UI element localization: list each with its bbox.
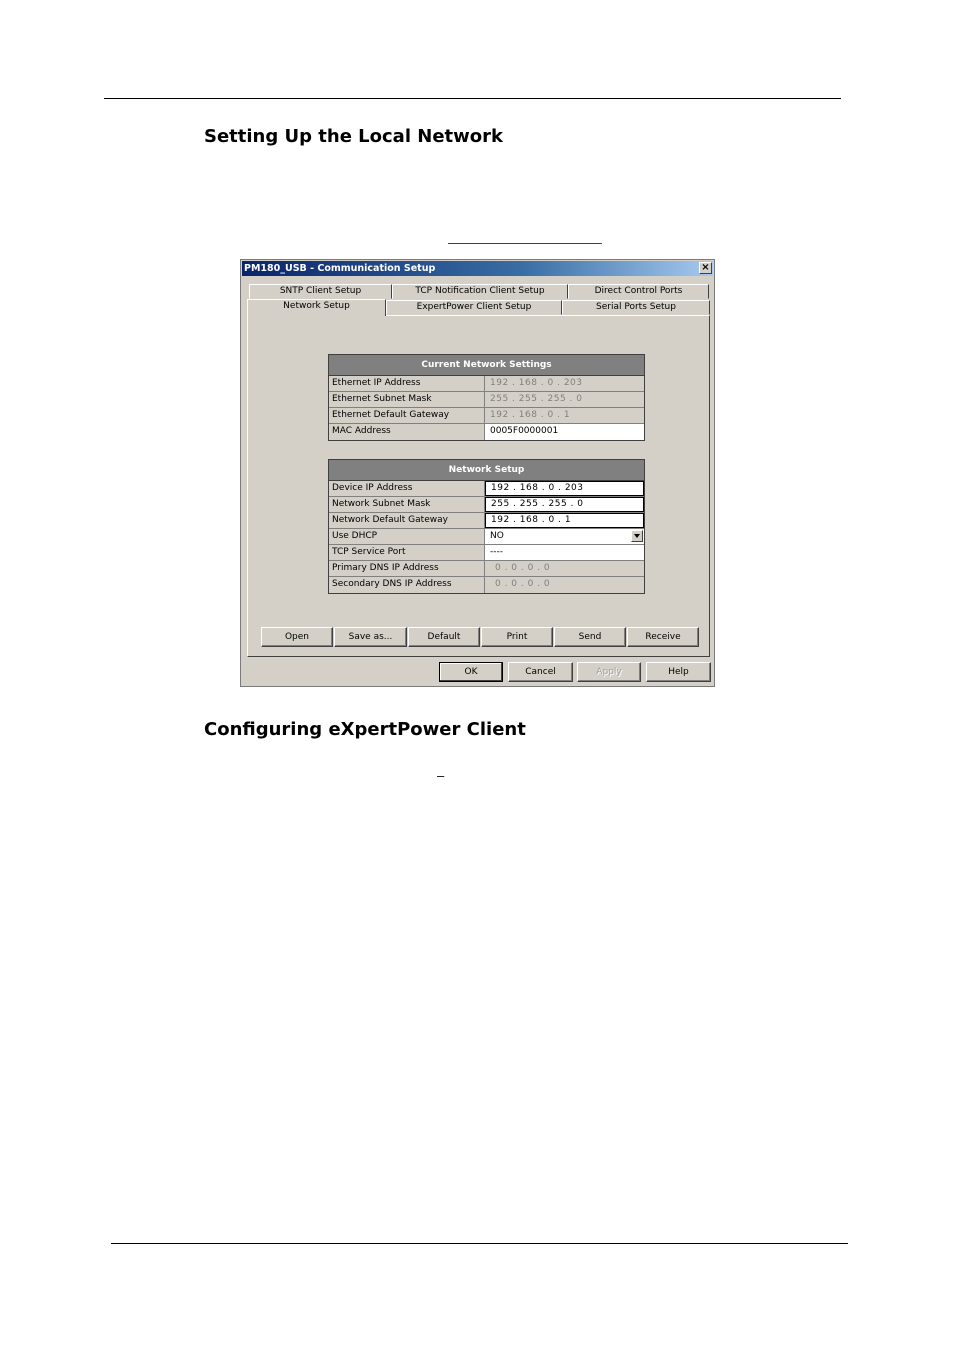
table-row [329, 577, 644, 593]
network-setup-panel [247, 315, 710, 657]
row-label: Network Default Gateway [329, 513, 485, 528]
save-as-button[interactable]: Save as... [334, 627, 407, 647]
row-label: Secondary DNS IP Address [329, 577, 485, 593]
print-button[interactable]: Print [481, 627, 553, 647]
tab-serial-ports-setup[interactable]: Serial Ports Setup [562, 300, 710, 315]
default-button[interactable]: Default [408, 627, 480, 647]
ok-button[interactable]: OK [439, 662, 503, 682]
use-dhcp-select[interactable] [485, 529, 644, 544]
hyperlink-underline[interactable] [448, 243, 602, 244]
section-heading-expertpower-client: Configuring eXpertPower Client [204, 719, 526, 740]
dialog-titlebar [242, 261, 713, 276]
row-label: Use DHCP [329, 529, 485, 544]
primary-dns-value: 0 . 0 . 0 . 0 [485, 561, 644, 576]
table-row [329, 392, 644, 408]
network-subnet-input[interactable]: 255 . 255 . 255 . 0 [485, 497, 644, 512]
device-ip-input[interactable]: 192 . 168 . 0 . 203 [485, 481, 644, 496]
communication-setup-dialog [240, 259, 715, 687]
grid-header: Current Network Settings [329, 355, 644, 376]
table-row [329, 529, 644, 545]
table-row [329, 408, 644, 424]
close-icon[interactable]: × [699, 262, 712, 274]
footer-rule [111, 1243, 848, 1244]
tab-tcp-notification-client-setup[interactable]: TCP Notification Client Setup [392, 284, 568, 299]
table-row [329, 424, 644, 440]
dialog-title: PM180_USB - Communication Setup [244, 263, 436, 274]
cancel-button[interactable]: Cancel [508, 662, 573, 682]
network-gateway-input[interactable]: 192 . 168 . 0 . 1 [485, 513, 644, 528]
row-label: Ethernet Default Gateway [329, 408, 485, 423]
row-label: TCP Service Port [329, 545, 485, 560]
row-label: Ethernet Subnet Mask [329, 392, 485, 407]
row-label: Ethernet IP Address [329, 376, 485, 391]
section-heading-local-network: Setting Up the Local Network [204, 126, 503, 147]
help-button[interactable]: Help [646, 662, 711, 682]
tab-direct-control-ports[interactable]: Direct Control Ports [568, 284, 709, 299]
table-row [329, 497, 644, 513]
table-row [329, 561, 644, 577]
chevron-down-icon[interactable] [631, 530, 643, 542]
send-button[interactable]: Send [554, 627, 626, 647]
apply-button: Apply [577, 662, 641, 682]
network-setup-grid [328, 459, 645, 594]
table-row [329, 545, 644, 561]
ethernet-gateway-value: 192 . 168 . 0 . 1 [485, 408, 644, 423]
inline-dash: – [437, 768, 445, 783]
row-label: MAC Address [329, 424, 485, 440]
table-row [329, 481, 644, 497]
receive-button[interactable]: Receive [627, 627, 699, 647]
table-row [329, 376, 644, 392]
row-label: Network Subnet Mask [329, 497, 485, 512]
grid-header: Network Setup [329, 460, 644, 481]
secondary-dns-value: 0 . 0 . 0 . 0 [485, 577, 644, 593]
ethernet-subnet-value: 255 . 255 . 255 . 0 [485, 392, 644, 407]
tcp-service-port-input[interactable]: ---- [490, 547, 503, 557]
current-network-settings-grid [328, 354, 645, 441]
row-label: Primary DNS IP Address [329, 561, 485, 576]
header-rule [104, 98, 841, 99]
open-button[interactable]: Open [261, 627, 333, 647]
ethernet-ip-value: 192 . 168 . 0 . 203 [485, 376, 644, 391]
table-row [329, 513, 644, 529]
tab-expertpower-client-setup[interactable]: ExpertPower Client Setup [386, 300, 562, 315]
tab-network-setup[interactable]: Network Setup [247, 299, 386, 316]
use-dhcp-value: NO [490, 531, 504, 541]
row-label: Device IP Address [329, 481, 485, 496]
mac-address-value: 0005F0000001 [490, 426, 559, 436]
tab-sntp-client-setup[interactable]: SNTP Client Setup [249, 284, 392, 299]
